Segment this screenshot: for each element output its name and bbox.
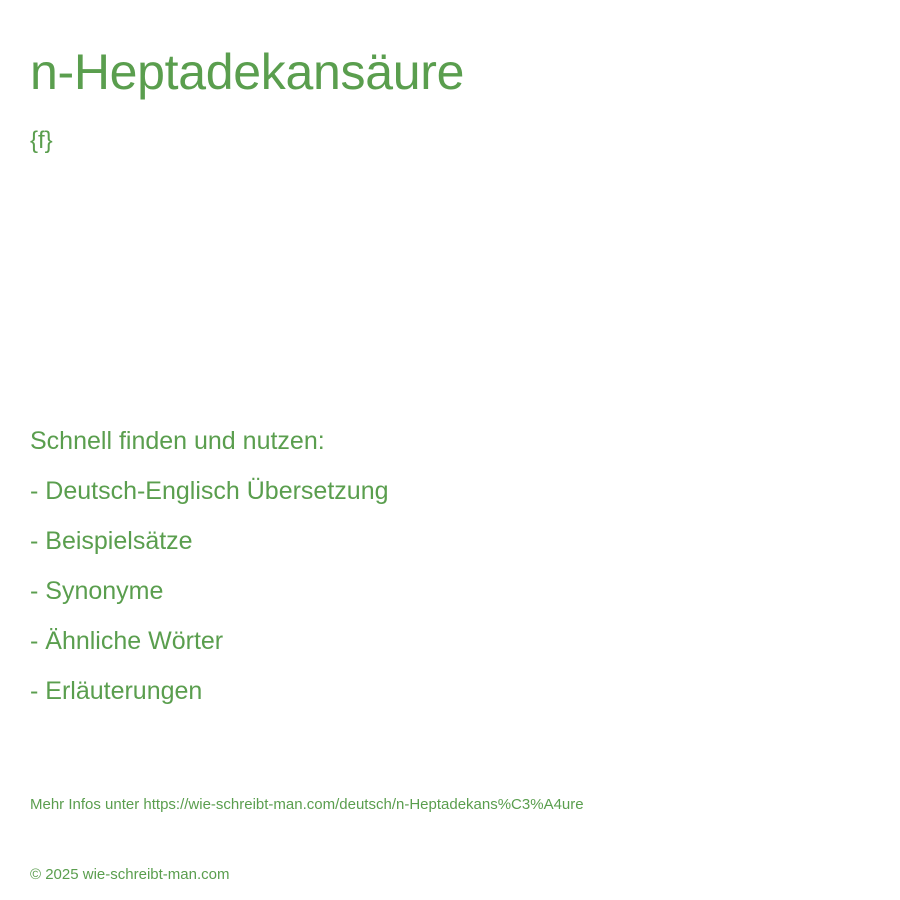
feature-item-explanations: - Erläuterungen	[30, 677, 203, 705]
feature-list-heading: Schnell finden und nutzen:	[30, 427, 325, 455]
grammatical-gender: {f}	[30, 127, 53, 154]
feature-item-similar-words: - Ähnliche Wörter	[30, 627, 224, 655]
feature-item-example-sentences: - Beispielsätze	[30, 527, 193, 555]
feature-item-translation: - Deutsch-Englisch Übersetzung	[30, 477, 389, 505]
feature-list	[30, 424, 389, 724]
page-title: n-Heptadekansäure	[30, 44, 465, 100]
copyright-notice: © 2025 wie-schreibt-man.com	[30, 866, 230, 883]
more-info-link: Mehr Infos unter https://wie-schreibt-man.com/deutsch/n-Heptadekans%C3%A4ure	[30, 796, 584, 813]
feature-item-synonyms: - Synonyme	[30, 577, 164, 605]
